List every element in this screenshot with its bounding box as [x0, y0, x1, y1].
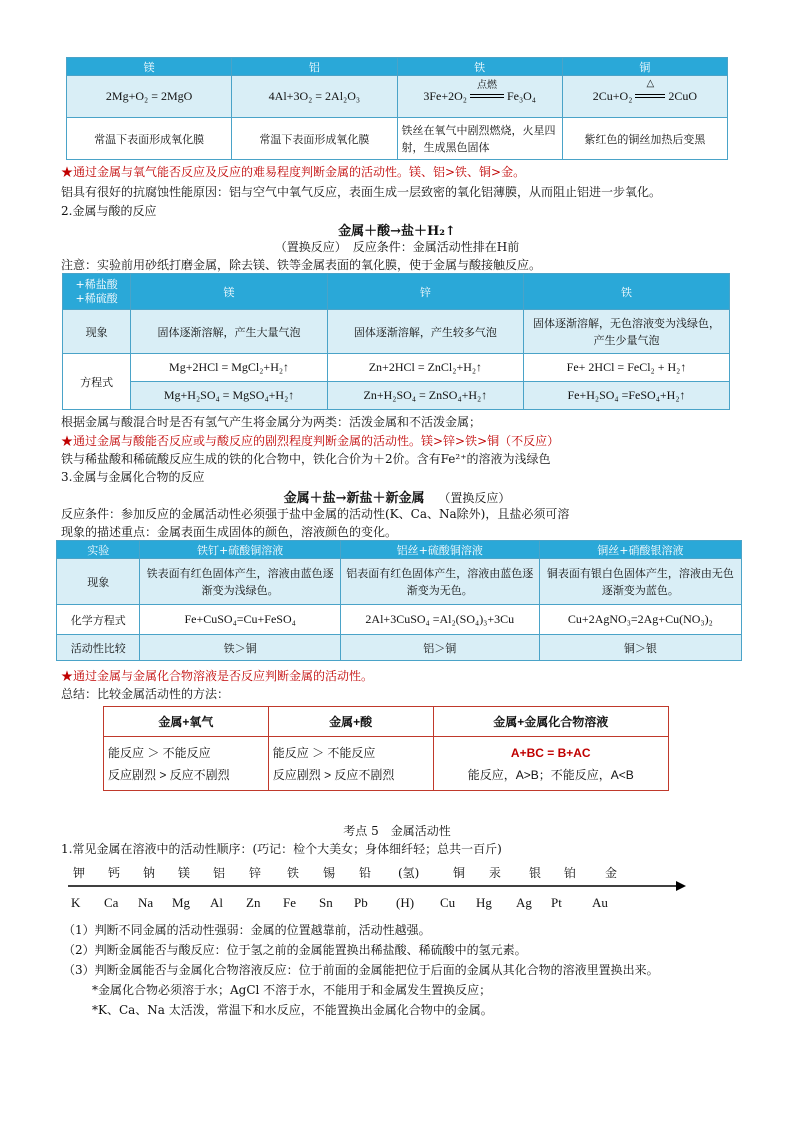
eq-fe	[397, 76, 562, 118]
series-cn-6: 铁	[287, 866, 300, 880]
eq-mg-hcl: Mg+2HCl = MgCl₂+H₂↑	[131, 354, 327, 382]
summary-acid-a: 能反应 ＞ 不能反应	[272, 745, 376, 760]
summary-salt-a: A+BC = B+AC	[510, 745, 591, 760]
header-cu: 铜	[562, 58, 727, 76]
phen-fe-cuso4: 铁表面有红色固体产生，溶液由蓝色逐渐变为浅绿色。	[140, 559, 340, 605]
metal-acid-table	[62, 273, 730, 410]
eq-fe-hcl: Fe+ 2HCl = FeCl₂ + H₂↑	[524, 354, 730, 382]
series-sym-3: Mg	[172, 895, 191, 910]
activity-al-cu: 铝＞铜	[340, 635, 539, 661]
series-sym-4: Al	[210, 895, 223, 910]
header-fe2: 铁	[524, 274, 730, 310]
metal-salt-table	[56, 540, 742, 661]
series-sym-6: Fe	[283, 895, 296, 910]
corner-cell: +稀盐酸 +稀硫酸	[63, 274, 131, 310]
series-cn-5: 锌	[249, 866, 262, 880]
header-cu-agno3: 铜丝+硝酸银溶液	[539, 541, 741, 559]
eq-cu	[562, 76, 727, 118]
series-sym-0: K	[71, 895, 81, 910]
series-cn-11: 汞	[489, 866, 502, 880]
phen-al: 常温下表面形成氧化膜	[232, 118, 397, 160]
series-sym-7: Sn	[319, 895, 333, 910]
eq-mg-h2so4: Mg+H₂SO₄ = MgSO₄+H₂↑	[131, 382, 327, 410]
summary-acid	[268, 737, 433, 791]
kaodian-title: 考点 5 金属活动性	[343, 824, 451, 838]
activity-fe-cu: 铁＞铜	[140, 635, 340, 661]
eq-al: 4Al+3O₂ = 2Al₂O₃	[232, 76, 397, 118]
eq-cu-agno3: Cu+2AgNO₃=2Ag+Cu(NO₃)₂	[539, 605, 741, 635]
rule-2: （2）判断金属能否与酸反应：位于氢之前的金属能置换出稀盐酸、稀硫酸中的氢元素。	[63, 943, 527, 957]
eq-mg: 2Mg+O₂ = 2MgO	[67, 76, 232, 118]
header-fe: 铁	[397, 58, 562, 76]
header-al-cuso4: 铝丝+硫酸铜溶液	[340, 541, 539, 559]
series-sym-11: Hg	[476, 895, 492, 910]
note-acid-activity: ★通过金属与酸能否反应或与酸反应的剧烈程度判断金属的活动性。镁>锌>铁>铜（不反应）	[61, 434, 560, 448]
phen-mg: 常温下表面形成氧化膜	[67, 118, 232, 160]
summary-salt	[433, 737, 669, 791]
phen-fe: 铁丝在氧气中剧烈燃烧，火星四射，生成黑色固体	[397, 118, 562, 160]
series-sym-8: Pb	[354, 895, 368, 910]
formula-metal-salt-sub: （置换反应）	[438, 491, 511, 505]
row-label-equation3: 化学方程式	[57, 605, 140, 635]
summary-header-salt: 金属+金属化合物溶液	[433, 707, 669, 737]
attention-note: 注意：实验前用砂纸打磨金属，除去镁、铁等金属表面的氧化膜，使于金属与酸接触反应。	[61, 258, 542, 272]
series-sym-12: Ag	[516, 895, 532, 910]
row-label-phenomena3: 现象	[57, 559, 140, 605]
series-sym-10: Cu	[440, 895, 456, 910]
header-mg: 镁	[67, 58, 232, 76]
rule-1: （1）判断不同金属的活动性强弱：金属的位置越靠前，活动性越强。	[63, 923, 431, 937]
eq-fe-h2so4: Fe+H₂SO₄ =FeSO₄+H₂↑	[524, 382, 730, 410]
phen-al-cuso4: 铝表面有红色固体产生，溶液由蓝色逐渐变为无色。	[340, 559, 539, 605]
row-label-equation: 方程式	[63, 354, 131, 410]
eq-zn-h2so4: Zn+H₂SO₄ = ZnSO₄+H₂↑	[327, 382, 523, 410]
row-label-phenomena: 现象	[63, 310, 131, 354]
summary-header-acid: 金属+酸	[268, 707, 433, 737]
row-label-activity: 活动性比较	[57, 635, 140, 661]
summary-title: 总结：比较金属活动性的方法：	[61, 687, 230, 701]
note-salt-activity: ★通过金属与金属化合物溶液是否反应判断金属的活动性。	[61, 669, 374, 683]
eq-zn-hcl: Zn+2HCl = ZnCl₂+H₂↑	[327, 354, 523, 382]
series-arrow	[68, 880, 688, 892]
series-cn-8: 铅	[359, 866, 372, 880]
header-experiment: 实验	[57, 541, 140, 559]
note-al-corrosion: 铝具有很好的抗腐蚀性能原因：铝与空气中氧气反应，表面生成一层致密的氧化铝薄膜，从而阻止铝进一步氧化。	[61, 185, 662, 199]
eq-cu-condition: △	[646, 78, 655, 90]
header-fe-cuso4: 铁钉+硫酸铜溶液	[140, 541, 340, 559]
series-title: 1.常见金属在溶液中的活动性顺序：(巧记：检个大美女；身体细纤轻；总共一百斤)	[61, 842, 502, 856]
summary-oxygen-a: 能反应 ＞ 不能反应	[108, 745, 211, 760]
note-metal-classes: 根据金属与酸混合时是否有氢气产生将金属分为两类：活泼金属和不活泼金属；	[61, 415, 482, 429]
section3-title: 3.金属与金属化合物的反应	[61, 470, 205, 484]
rule-3b: *K、Ca、Na 太活泼，常温下和水反应，不能置换出金属化合物中的金属。	[92, 1003, 493, 1017]
series-cn-9: (氢)	[398, 866, 420, 880]
formula-metal-acid: 金属＋酸→盐＋H₂↑	[338, 224, 456, 239]
eq-cu-reactants: 2Cu+O₂	[592, 88, 633, 103]
series-cn-13: 铂	[564, 866, 577, 880]
note-oxygen-activity: ★通过金属与氧气能否反应及反应的难易程度判断金属的活动性。镁、铝>铁、铜>金。	[61, 165, 526, 179]
header-al: 铝	[232, 58, 397, 76]
eq-fe-product: Fe₃O₄	[506, 88, 536, 103]
summary-table	[103, 706, 669, 791]
phen-cu-agno3: 铜表面有银白色固体产生，溶液由无色逐渐变为蓝色。	[539, 559, 741, 605]
series-cn-12: 银	[529, 866, 542, 880]
formula-metal-salt	[0, 487, 794, 506]
phen-mg2: 固体逐渐溶解，产生大量气泡	[131, 310, 327, 354]
section2-title: 2.金属与酸的反应	[61, 204, 157, 218]
series-cn-3: 镁	[178, 866, 191, 880]
series-cn-0: 钾	[73, 866, 86, 880]
series-sym-14: Au	[592, 895, 608, 910]
series-sym-13: Pt	[551, 895, 562, 910]
header-mg2: 镁	[131, 274, 327, 310]
note-fe-valence: 铁与稀盐酸和稀硫酸反应生成的铁的化合物中，铁化合价为＋2价。含有Fe²⁺的溶液为浅绿色	[61, 452, 551, 466]
eq-fe-reactants: 3Fe+2O₂	[423, 88, 467, 103]
phenomena-description: 现象的描述重点：金属表面生成固体的颜色，溶液颜色的变化。	[61, 525, 398, 539]
summary-salt-b: 能反应，A>B；不能反应，A<B	[467, 767, 634, 782]
formula-metal-acid-sub: （置换反应） 反应条件：金属活动性排在H前	[274, 240, 520, 254]
series-sym-9: (H)	[396, 895, 415, 910]
series-cn-10: 铜	[453, 866, 466, 880]
series-cn-4: 铝	[213, 866, 226, 880]
series-sym-5: Zn	[246, 895, 261, 910]
header-zn: 锌	[327, 274, 523, 310]
summary-oxygen	[104, 737, 269, 791]
rule-3: （3）判断金属能否与金属化合物溶液反应：位于前面的金属能把位于后面的金属从其化合物的溶液里置换出来。	[63, 963, 659, 977]
rule-3a: *金属化合物必须溶于水；AgCl 不溶于水，不能用于和金属发生置换反应；	[92, 983, 492, 997]
summary-oxygen-b: 反应剧烈 > 反应不剧烈	[108, 767, 230, 782]
eq-fe-condition: 点燃	[476, 80, 497, 92]
metal-oxygen-table	[66, 57, 728, 160]
phen-cu: 紫红色的铜丝加热后变黑	[562, 118, 727, 160]
series-cn-14: 金	[605, 866, 618, 880]
reaction-condition: 反应条件：参加反应的金属活动性必须强于盐中金属的活动性(K、Ca、Na除外)，且盐必须可溶	[61, 507, 570, 521]
series-sym-2: Na	[138, 895, 154, 910]
summary-acid-b: 反应剧烈 > 反应不剧烈	[272, 767, 395, 782]
phen-zn: 固体逐渐溶解，产生较多气泡	[327, 310, 523, 354]
series-sym-1: Ca	[104, 895, 119, 910]
eq-cu-product: 2CuO	[668, 88, 698, 103]
eq-al-cuso4: 2Al+3CuSO₄ =Al₂(SO₄)₃+3Cu	[340, 605, 539, 635]
series-cn-2: 钠	[143, 866, 156, 880]
activity-cu-ag: 铜＞银	[539, 635, 741, 661]
summary-header-oxygen: 金属+氧气	[104, 707, 269, 737]
series-cn-7: 锡	[323, 866, 336, 880]
phen-fe2: 固体逐渐溶解，无色溶液变为浅绿色，产生少量气泡	[524, 310, 730, 354]
formula-metal-salt-main: 金属＋盐→新盐＋新金属	[283, 491, 425, 506]
series-cn-1: 钙	[108, 866, 121, 880]
eq-fe-cuso4: Fe+CuSO₄=Cu+FeSO₄	[140, 605, 340, 635]
